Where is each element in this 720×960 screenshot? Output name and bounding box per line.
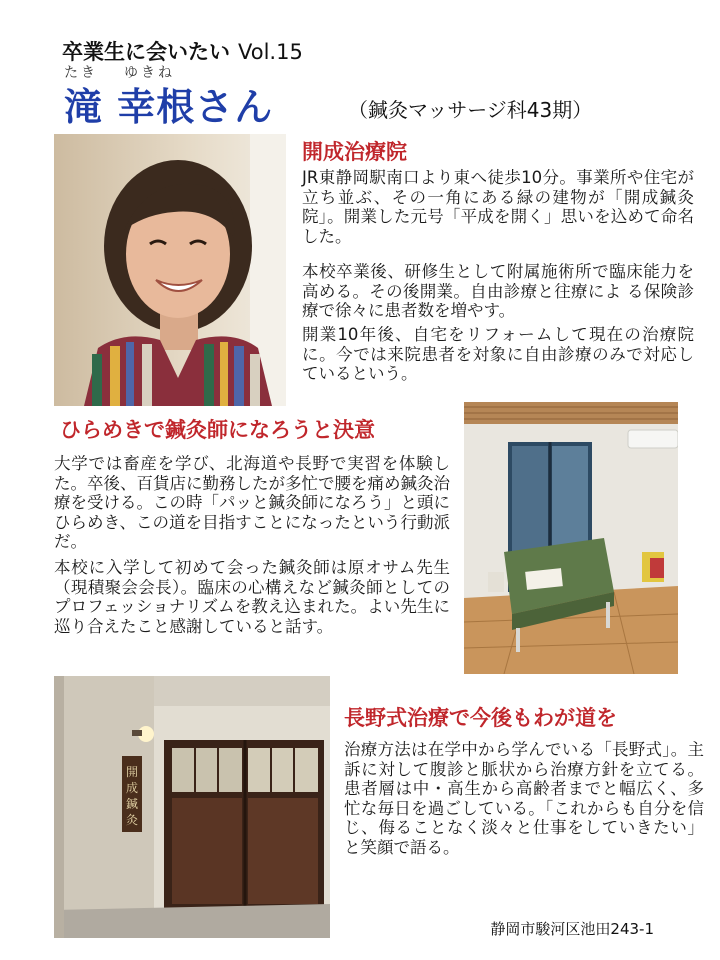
paragraph-clinic-location: JR東静岡駅南口より東へ徒歩10分。事業所や住宅が立ち並ぶ、その一角にある緑の建物が「開成鍼灸院」。開業した元号「平成を開く」思いを込めて命名した。 xyxy=(302,168,694,246)
paragraph-clinic-history: 本校卒業後、研修生として附属施術所で臨床能力を高める。その後開業。自由診療と往療によ る保険診療で徐々に患者数を増やす。 xyxy=(302,262,694,320)
section-heading-inspiration: ひらめきで鍼灸師になろうと決意 xyxy=(60,418,375,442)
paragraph-treatment-method: 治療方法は在学中から学んでいる「長野式」。主訴に対して腹診と脈状から治療方針を立てる。患者層は中・高生から高齢者までと幅広く、多忙な毎日を過ごしている。「これからも自分を信じ、侮ることなく淡々と仕事をしていきたい」と笑顔で語る。 xyxy=(344,740,704,857)
graduate-name: 滝 幸根さん xyxy=(64,85,274,129)
svg-text:灸: 灸 xyxy=(125,813,139,827)
section-heading-nagano-method: 長野式治療で今後もわが道を xyxy=(344,706,617,730)
section-heading-clinic: 開成治療院 xyxy=(302,140,407,164)
volume-number: Vol.15 xyxy=(238,40,303,64)
svg-text:成: 成 xyxy=(125,781,139,795)
svg-text:鍼: 鍼 xyxy=(125,797,139,811)
portrait-photo xyxy=(54,134,286,406)
paragraph-mentor: 本校に入学して初めて会った鍼灸師は原オサム先生（現積聚会会長）。臨床の心構えなど鍼灸師としてのプロフェッショナリズムを教え込まれた。よい先生に巡り合えたこと感謝していると話す。 xyxy=(54,558,450,636)
department-label: （鍼灸マッサージ科43期） xyxy=(348,98,593,122)
series-label: 卒業生に会いたい xyxy=(62,40,230,64)
treatment-room-photo xyxy=(464,402,678,674)
name-ruby-family: たき xyxy=(64,65,98,81)
svg-text:開: 開 xyxy=(125,765,139,779)
clinic-entrance-photo xyxy=(54,676,330,938)
clinic-address: 静岡市駿河区池田243-1 xyxy=(490,920,654,938)
paragraph-career-change: 大学では畜産を学び、北海道や長野で実習を体験した。卒後、百貨店に勤務したが多忙で腰を痛め鍼灸治療を受ける。この時「パッと鍼灸師になろう」と頭にひらめき、この道を目指すことになったという行動派だ。 xyxy=(54,454,450,551)
series-title xyxy=(62,36,303,66)
paragraph-clinic-current: 開業10年後、自宅をリフォームして現在の治療院に。今では来院患者を対象に自由診療のみで対応しているという。 xyxy=(302,325,694,383)
name-ruby-given: ゆきね xyxy=(124,65,175,81)
